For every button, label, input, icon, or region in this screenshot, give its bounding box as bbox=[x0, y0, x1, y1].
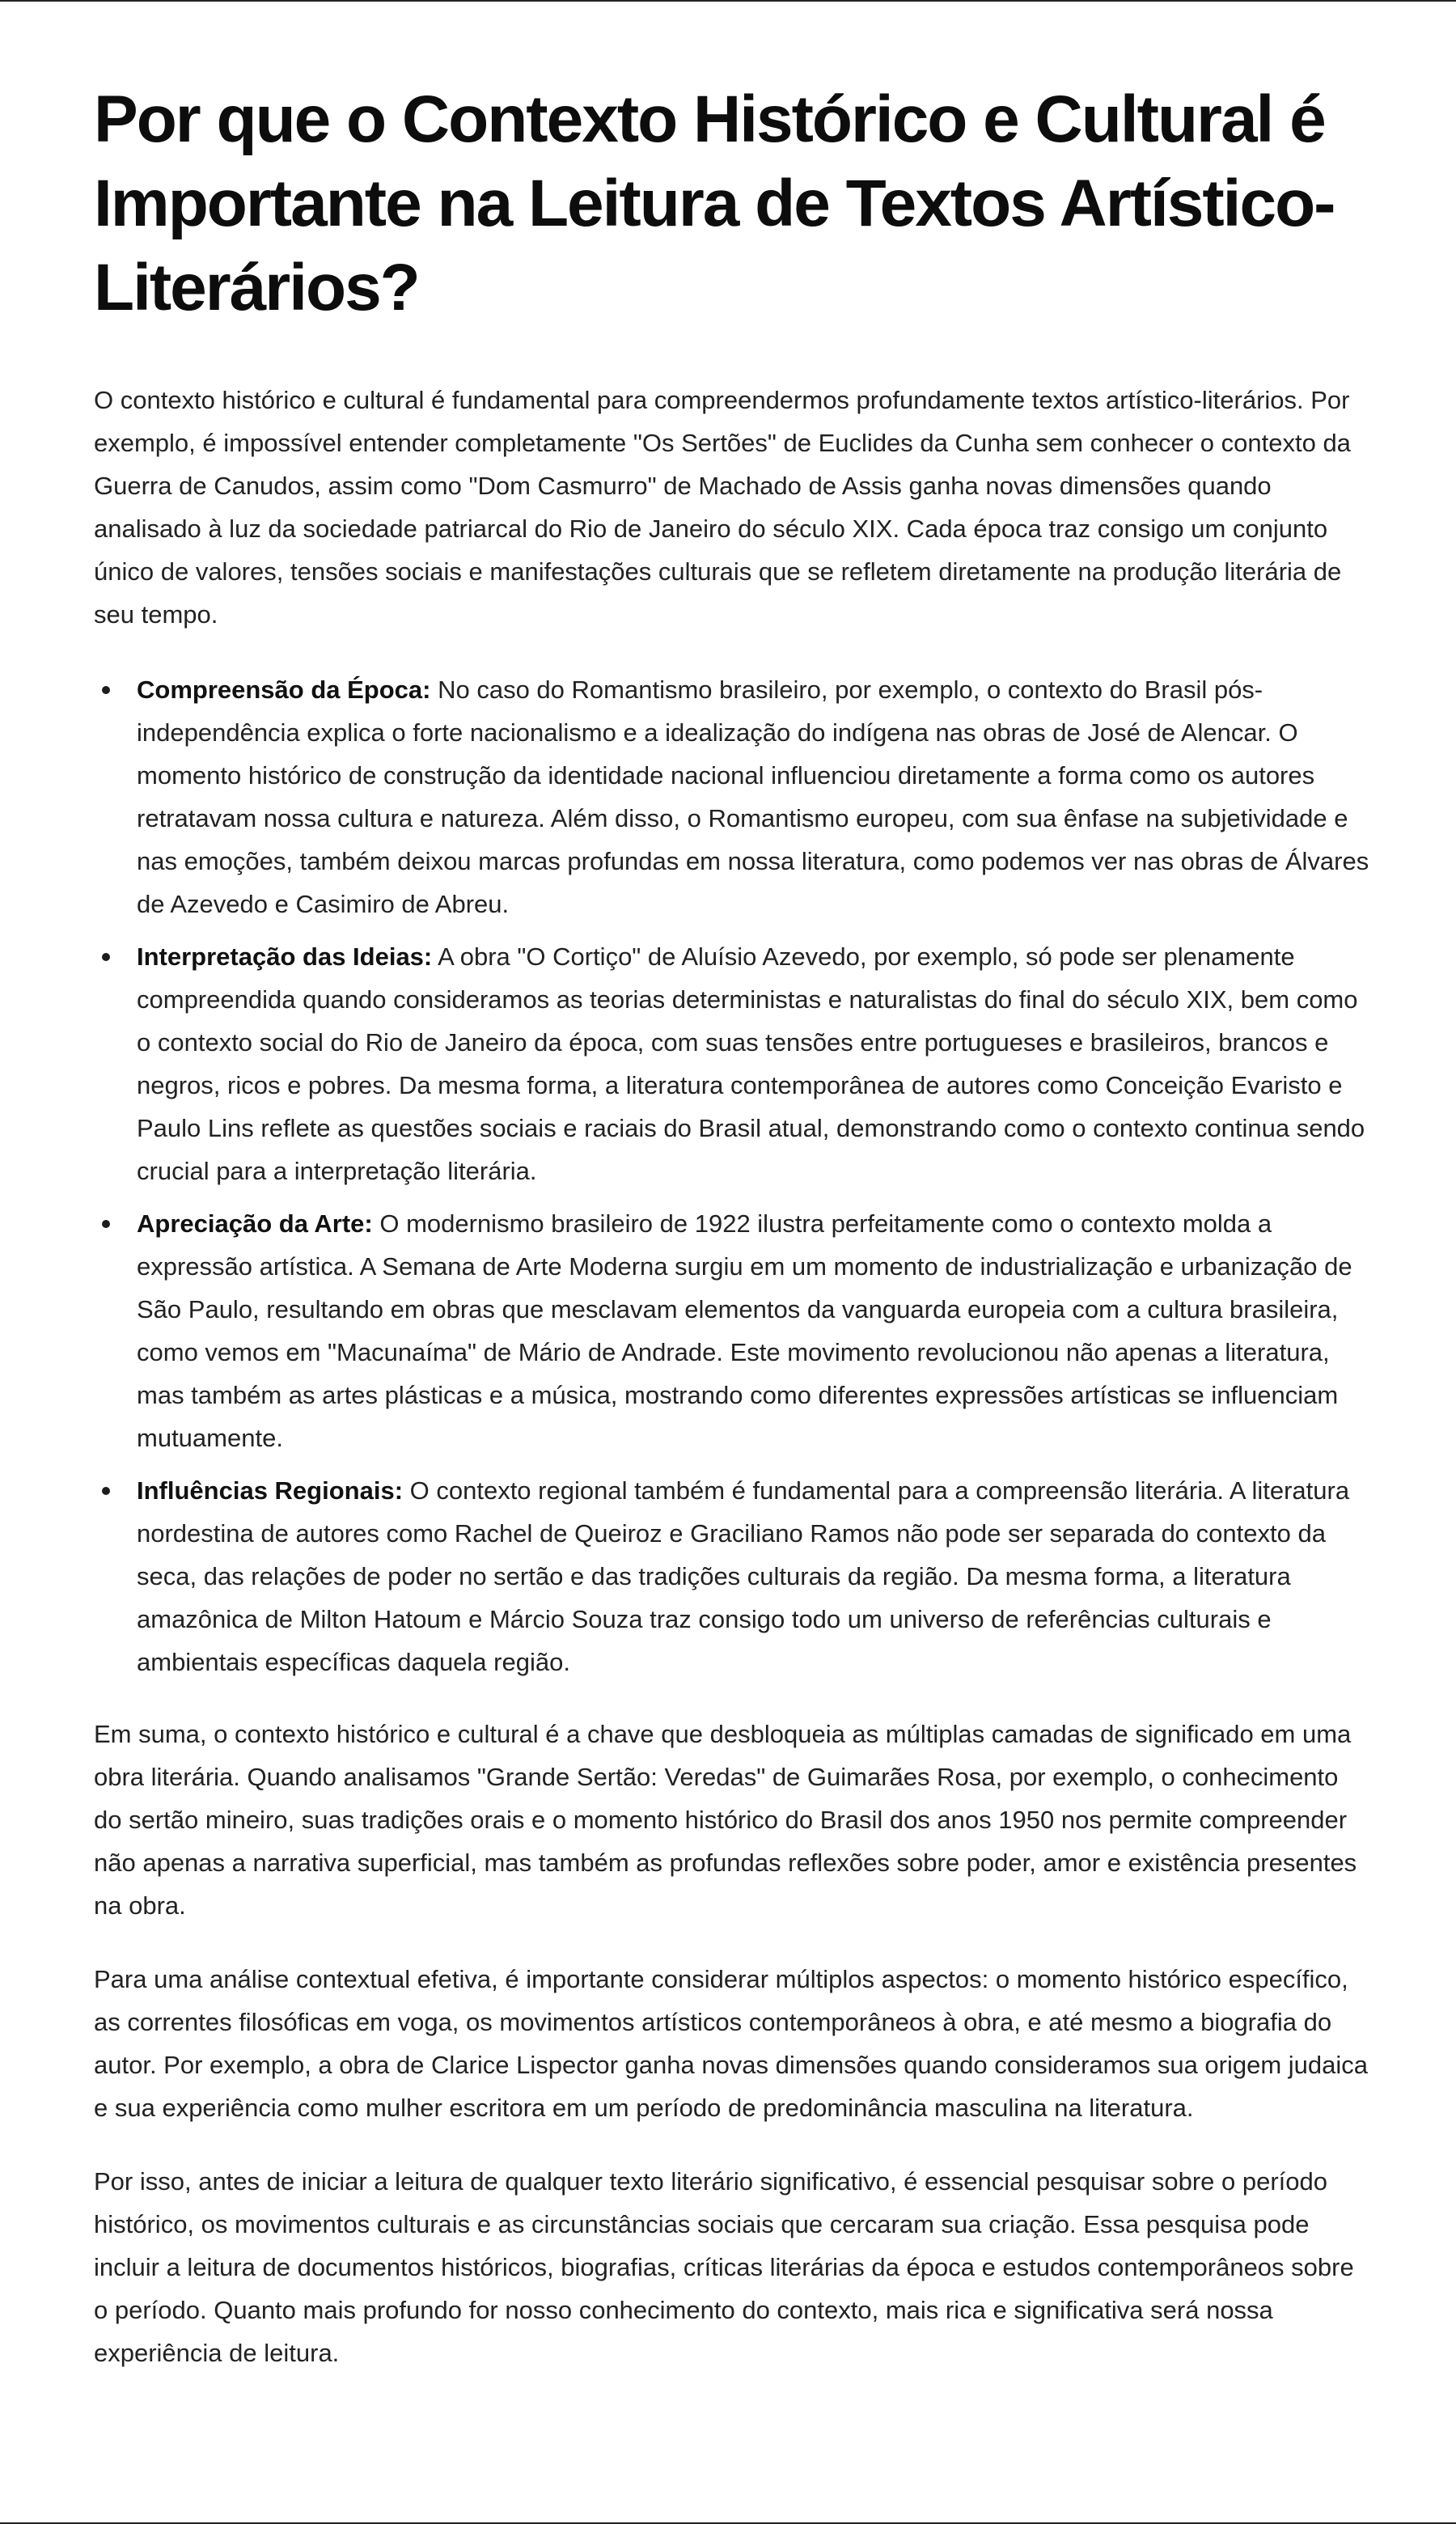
list-item-label: Compreensão da Época: bbox=[137, 675, 431, 704]
summary-paragraph: Em suma, o contexto histórico e cultural é a chave que desbloqueia as múltiplas camadas de significado em uma obra literária. Quando analisamos "Grande Sertão: Veredas" de Guimarães Rosa, por exemplo, o conhecimento do sertão mineiro, suas tradições orais e o momento histórico do Brasil dos anos 1950 nos permite compreender não apenas a narrativa superficial, mas também as profundas reflexões sobre poder, amor e existência presentes na obra. bbox=[94, 1720, 1357, 1920]
key-points-list bbox=[94, 668, 1372, 1683]
list-item-label: Influências Regionais: bbox=[137, 1476, 404, 1505]
list-item bbox=[137, 1202, 1372, 1459]
article bbox=[94, 78, 1372, 2374]
list-item-text: A obra "O Cortiço" de Aluísio Azevedo, por exemplo, só pode ser plenamente compreendida quando consideramos as teorias deterministas e naturalistas do final do século XIX, bem como o contexto social do Rio de Janeiro da época, com suas tensões entre portugueses e brasileiros, brancos e negros, ricos e pobres. Da mesma forma, a literatura contemporânea de autores como Conceição Evaristo e Paulo Lins reflete as questões sociais e raciais do Brasil atual, demonstrando como o contexto continua sendo crucial para a interpretação literária. bbox=[137, 942, 1365, 1185]
list-item bbox=[137, 935, 1372, 1192]
analysis-paragraph: Para uma análise contextual efetiva, é importante considerar múltiplos aspectos: o momento histórico específico, as correntes filosóficas em voga, os movimentos artísticos contemporâneos à obra, e até mesmo a biografia do autor. Por exemplo, a obra de Clarice Lispector ganha novas dimensões quando consideramos sua origem judaica e sua experiência como mulher escritora em um período de predominância masculina na literatura. bbox=[94, 1965, 1369, 2122]
intro-paragraph: O contexto histórico e cultural é fundamental para compreendermos profundamente textos artístico-literários. Por exemplo, é impossível entender completamente "Os Sertões" de Euclides da Cunha sem conhecer o contexto da Guerra de Canudos, assim como "Dom Casmurro" de Machado de Assis ganha novas dimensões quando analisado à luz da sociedade patriarcal do Rio de Janeiro do século XIX. Cada época traz consigo um conjunto único de valores, tensões sociais e manifestações culturais que se refletem diretamente na produção literária de seu tempo. bbox=[94, 386, 1351, 629]
top-border bbox=[0, 0, 1456, 2]
page-title: Por que o Contexto Histórico e Cultural é Importante na Leitura de Textos Artístico-Literários? bbox=[94, 83, 1335, 324]
list-item bbox=[137, 1469, 1372, 1683]
conclusion-paragraph: Por isso, antes de iniciar a leitura de qualquer texto literário significativo, é essencial pesquisar sobre o período histórico, os movimentos culturais e as circunstâncias sociais que cercaram sua criação. Essa pesquisa pode incluir a leitura de documentos históricos, biografias, críticas literárias da época e estudos contemporâneos sobre o período. Quanto mais profundo for nosso conhecimento do contexto, mais rica e significativa será nossa experiência de leitura. bbox=[94, 2167, 1354, 2367]
list-item bbox=[137, 668, 1372, 925]
list-item-text: O contexto regional também é fundamental para a compreensão literária. A literatura nordestina de autores como Rachel de Queiroz e Graciliano Ramos não pode ser separada do contexto da seca, das relações de poder no sertão e das tradições culturais da região. Da mesma forma, a literatura amazônica de Milton Hatoum e Márcio Souza traz consigo todo um universo de referências culturais e ambientais específicas daquela região. bbox=[137, 1476, 1350, 1676]
list-item-label: Apreciação da Arte: bbox=[137, 1209, 373, 1238]
list-item-label: Interpretação das Ideias: bbox=[137, 942, 433, 971]
list-item-text: No caso do Romantismo brasileiro, por exemplo, o contexto do Brasil pós-independência explica o forte nacionalismo e a idealização do indígena nas obras de José de Alencar. O momento histórico de construção da identidade nacional influenciou diretamente a forma como os autores retratavam nossa cultura e natureza. Além disso, o Romantismo europeu, com sua ênfase na subjetividade e nas emoções, também deixou marcas profundas em nossa literatura, como podemos ver nas obras de Álvares de Azevedo e Casimiro de Abreu. bbox=[137, 675, 1369, 918]
list-item-text: O modernismo brasileiro de 1922 ilustra perfeitamente como o contexto molda a expressão artística. A Semana de Arte Moderna surgiu em um momento de industrialização e urbanização de São Paulo, resultando em obras que mesclavam elementos da vanguarda europeia com a cultura brasileira, como vemos em "Macunaíma" de Mário de Andrade. Este movimento revolucionou não apenas a literatura, mas também as artes plásticas e a música, mostrando como diferentes expressões artísticas se influenciam mutuamente. bbox=[137, 1209, 1352, 1452]
